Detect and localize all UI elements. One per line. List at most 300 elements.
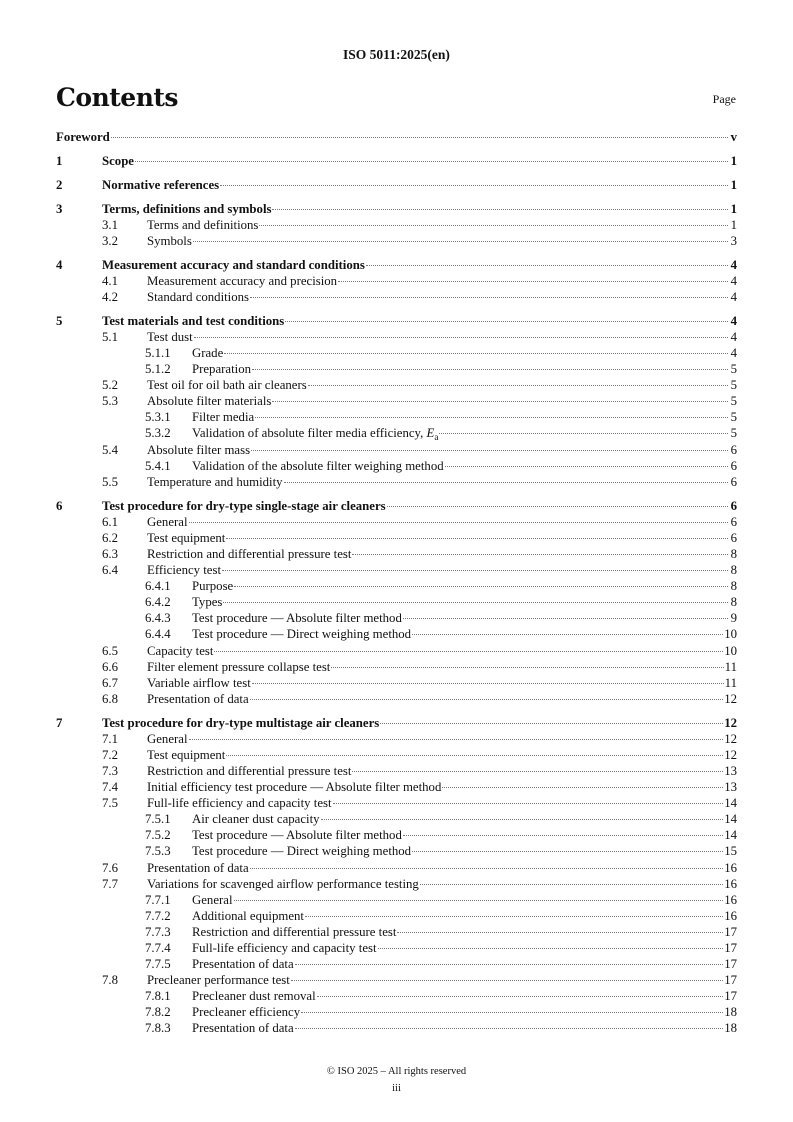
dot-leader: [305, 916, 723, 917]
dot-leader: [255, 417, 728, 418]
toc-entry-title-text: Precleaner dust removal: [192, 989, 316, 1004]
toc-entry[interactable]: [56, 313, 737, 329]
toc-entry-page[interactable]: 4: [730, 289, 737, 304]
toc-entry-page[interactable]: v: [730, 130, 737, 144]
toc-entry-page[interactable]: 6: [730, 498, 737, 513]
toc-entry-title[interactable]: [147, 779, 441, 795]
toc-entry-number: 4.2: [102, 289, 118, 304]
toc-entry-page[interactable]: 5: [730, 394, 737, 409]
toc-entry-number: 5.2: [102, 378, 118, 393]
toc-entry-page[interactable]: 3: [730, 233, 737, 248]
toc-entry[interactable]: [56, 361, 737, 377]
toc-entry-page[interactable]: 5: [730, 410, 737, 425]
toc-entry-title-text: Variable airflow test: [147, 675, 251, 690]
toc-entry[interactable]: [56, 458, 737, 474]
toc-entry-title[interactable]: [147, 747, 225, 763]
toc-entry-number: 6.1: [102, 514, 118, 529]
toc-entry-title-text: Restriction and differential pressure test: [192, 924, 397, 939]
dot-leader: [317, 996, 724, 997]
toc-entry-title-text: Variations for scavenged airflow performance testing: [147, 876, 419, 891]
toc-entry[interactable]: [56, 329, 737, 345]
toc-entry-title[interactable]: [147, 691, 249, 707]
toc-entry-title[interactable]: [192, 626, 411, 642]
toc-entry[interactable]: [56, 763, 737, 779]
toc-entry-title-text: Validation of absolute filter media efficiency,: [192, 426, 427, 441]
toc-entry-number: 7.7.1: [145, 892, 171, 907]
toc-entry-number: 3: [56, 201, 63, 216]
toc-entry[interactable]: [56, 715, 737, 731]
toc-entry-page[interactable]: 8: [730, 563, 737, 578]
toc-entry-title-text: Absolute filter mass: [147, 442, 251, 457]
toc-entry-number: 1: [56, 153, 63, 168]
toc-entry-title-text: Test procedure — Absolute filter method: [192, 828, 402, 843]
toc-entry-title[interactable]: [102, 257, 365, 273]
toc-entry-number: 6: [56, 498, 63, 513]
toc-entry[interactable]: [56, 626, 737, 642]
toc-entry[interactable]: [56, 530, 737, 546]
toc-entry-title-text: Filter media: [192, 410, 255, 425]
dot-leader: [251, 450, 728, 451]
dot-leader: [226, 538, 728, 539]
toc-entry[interactable]: [56, 940, 737, 956]
toc-entry-title[interactable]: [192, 908, 304, 924]
toc-entry[interactable]: [56, 892, 737, 908]
toc-entry-title-text: General: [147, 514, 188, 529]
toc-entry[interactable]: [56, 811, 737, 827]
toc-entry-page[interactable]: 13: [724, 780, 737, 795]
toc-entry-title-text: Presentation of data: [192, 957, 294, 972]
toc-entry-page[interactable]: 6: [730, 474, 737, 489]
toc-entry-title[interactable]: [102, 313, 284, 329]
toc-entry-title[interactable]: [102, 498, 386, 514]
dot-leader: [252, 683, 724, 684]
toc-entry[interactable]: [56, 876, 737, 892]
toc-entry[interactable]: [56, 498, 737, 514]
toc-entry-title[interactable]: [102, 715, 379, 731]
toc-entry-title[interactable]: [147, 377, 307, 393]
toc-entry-number: 7.5: [102, 796, 118, 811]
toc-entry-page[interactable]: 12: [724, 731, 737, 746]
toc-entry-title[interactable]: [147, 876, 419, 892]
toc-entry-title-text: Test procedure for dry-type single-stage air cleaners: [102, 498, 386, 513]
toc-entry-title-text: Restriction and differential pressure test: [147, 763, 352, 778]
toc-entry-title-text: Terms and definitions: [147, 217, 259, 232]
toc-entry[interactable]: [56, 779, 737, 795]
dot-leader: [403, 618, 728, 619]
toc-entry[interactable]: [56, 1004, 737, 1020]
toc-entry-title[interactable]: [102, 177, 219, 193]
toc-entry-title-text: Standard conditions: [147, 289, 250, 304]
dot-leader: [331, 667, 723, 668]
toc-entry[interactable]: [56, 289, 737, 305]
toc-entry-number: 7.8.1: [145, 989, 171, 1004]
toc-entry[interactable]: [56, 659, 737, 675]
toc-entry-page[interactable]: 1: [730, 217, 737, 232]
toc-entry-title[interactable]: [147, 675, 251, 691]
dot-leader: [378, 948, 724, 949]
toc-entry-title[interactable]: [147, 442, 250, 458]
toc-entry-page[interactable]: 15: [724, 844, 737, 859]
toc-entry-page[interactable]: 8: [730, 579, 737, 594]
dot-leader: [439, 433, 728, 434]
dot-leader: [387, 506, 728, 507]
dot-leader: [291, 980, 723, 981]
toc-entry[interactable]: [56, 731, 737, 747]
toc-entry-title-text: Full-life efficiency and capacity test: [192, 940, 377, 955]
toc-entry[interactable]: [56, 177, 737, 193]
toc-entry-number: 5: [56, 313, 63, 328]
dot-leader: [380, 723, 723, 724]
toc-entry-title-text: Restriction and differential pressure test: [147, 546, 352, 561]
toc-entry-page[interactable]: 12: [724, 691, 737, 706]
toc-entry-title-text: Additional equipment: [192, 908, 304, 923]
dot-leader: [259, 225, 728, 226]
toc-entry-title-text: General: [192, 892, 233, 907]
toc-entry-title[interactable]: [192, 345, 223, 361]
dot-leader: [445, 466, 728, 467]
toc-entry-number: 7.8.3: [145, 1021, 171, 1036]
dot-leader: [352, 771, 723, 772]
toc-entry-title-text: General: [147, 731, 188, 746]
toc-entry-title[interactable]: [147, 393, 271, 409]
toc-entry-title[interactable]: [147, 795, 332, 811]
dot-leader: [397, 932, 723, 933]
toc-entry[interactable]: [56, 1020, 737, 1036]
dot-leader: [308, 385, 728, 386]
toc-entry-title-text: Measurement accuracy and precision: [147, 273, 338, 288]
toc-entry-page[interactable]: 17: [724, 940, 737, 955]
toc-entry-title[interactable]: [147, 514, 188, 530]
toc-entry-page[interactable]: 10: [724, 627, 737, 642]
toc-entry-number: 3.1: [102, 217, 118, 232]
toc-entry-title-text: Temperature and humidity: [147, 474, 283, 489]
toc-entry-title[interactable]: [192, 827, 402, 843]
toc-entry-page[interactable]: 6: [730, 514, 737, 529]
toc-entry-title-text: Grade: [192, 346, 224, 361]
toc-entry-subscript: a: [434, 432, 439, 443]
toc-entry-title-text: Precleaner efficiency: [192, 1005, 301, 1020]
toc-entry-title[interactable]: [192, 1004, 300, 1020]
toc-entry-title[interactable]: [192, 892, 233, 908]
dot-leader: [252, 369, 728, 370]
toc-entry-number: 3.2: [102, 233, 118, 248]
toc-entry[interactable]: [56, 514, 737, 530]
toc-entry-title[interactable]: [192, 361, 251, 377]
toc-entry[interactable]: [56, 795, 737, 811]
toc-entry[interactable]: [56, 233, 737, 249]
toc-entry[interactable]: [56, 747, 737, 763]
toc-entry-title[interactable]: [192, 843, 411, 859]
toc-entry-title-text: Capacity test: [147, 643, 214, 658]
toc-entry-symbol: E: [426, 426, 435, 441]
toc-entry-title[interactable]: [147, 329, 193, 345]
toc-entry-number: 4: [56, 257, 63, 272]
toc-entry-page[interactable]: 17: [724, 924, 737, 939]
toc-entry-number: 2: [56, 177, 63, 192]
toc-entry-title-text: Foreword: [56, 130, 110, 144]
toc-entry-title[interactable]: [147, 233, 192, 249]
dot-leader: [193, 241, 728, 242]
toc-entry-page[interactable]: 4: [730, 273, 737, 288]
toc-entry-title[interactable]: [192, 409, 254, 425]
toc-entry[interactable]: [56, 956, 737, 972]
toc-entry-title-text: Symbols: [147, 233, 192, 248]
toc-entry-page[interactable]: 4: [730, 329, 737, 344]
dot-leader: [272, 209, 728, 210]
toc-entry-title[interactable]: [147, 546, 351, 562]
toc-entry-page[interactable]: 14: [724, 812, 737, 827]
toc-entry-title-text: Test procedure for dry-type multistage air cleaners: [102, 715, 380, 730]
toc-entry[interactable]: [56, 153, 737, 169]
toc-entry-page[interactable]: 16: [724, 860, 737, 875]
dot-leader: [250, 699, 724, 700]
toc-entry-title[interactable]: [147, 731, 188, 747]
page-number: iii: [392, 1083, 401, 1094]
toc-entry-title-text: Full-life efficiency and capacity test: [147, 796, 332, 811]
page-column-label: Page: [712, 92, 736, 106]
toc-entry-page[interactable]: 11: [724, 659, 737, 674]
toc-entry-page[interactable]: 5: [730, 426, 737, 441]
toc-entry-title[interactable]: [192, 458, 444, 474]
dot-leader: [412, 634, 723, 635]
toc-entry-number: 6.2: [102, 530, 118, 545]
dot-leader: [284, 482, 728, 483]
toc-entry-page[interactable]: 4: [730, 346, 737, 361]
toc-entry-page[interactable]: 17: [724, 989, 737, 1004]
dot-leader: [321, 819, 724, 820]
toc-entry-title[interactable]: [192, 1020, 294, 1036]
dot-leader: [366, 265, 728, 266]
table-of-contents: [56, 129, 737, 1037]
toc-entry-title[interactable]: [147, 860, 249, 876]
toc-entry-title-text: Test dust: [147, 329, 193, 344]
toc-entry-page[interactable]: 12: [724, 747, 737, 762]
toc-entry[interactable]: [56, 827, 737, 843]
toc-entry-number: 7.4: [102, 780, 118, 795]
contents-heading: Contents: [56, 83, 179, 112]
toc-entry[interactable]: [56, 377, 737, 393]
toc-entry-page[interactable]: 1: [730, 201, 737, 216]
dot-leader: [189, 739, 724, 740]
toc-entry-number: 6.5: [102, 643, 118, 658]
toc-entry-number: 7: [56, 715, 63, 730]
toc-entry-title-text: Test materials and test conditions: [102, 313, 285, 328]
toc-entry-number: 7.2: [102, 747, 118, 762]
toc-entry-title-text: Presentation of data: [192, 1021, 294, 1036]
dot-leader: [189, 522, 729, 523]
dot-leader: [135, 161, 728, 162]
toc-entry[interactable]: [56, 860, 737, 876]
toc-entry[interactable]: [56, 273, 737, 289]
toc-entry[interactable]: [56, 129, 737, 145]
toc-entry-title[interactable]: [147, 217, 258, 233]
toc-entry-title[interactable]: [147, 763, 351, 779]
toc-entry-page[interactable]: 9: [730, 611, 737, 626]
dot-leader: [250, 868, 724, 869]
toc-entry[interactable]: [56, 562, 737, 578]
toc-entry-number: 5.3.2: [145, 426, 171, 441]
dot-leader: [226, 755, 723, 756]
toc-entry-page[interactable]: 6: [730, 442, 737, 457]
toc-entry-title-text: Purpose: [192, 579, 234, 594]
copyright-footer: © ISO 2025 – All rights reserved: [326, 1066, 467, 1077]
toc-entry-number: 5.4.1: [145, 458, 171, 473]
dot-leader: [403, 835, 723, 836]
toc-entry-page[interactable]: 18: [724, 1005, 737, 1020]
toc-entry[interactable]: [56, 594, 737, 610]
toc-entry-number: 7.3: [102, 763, 118, 778]
toc-entry-number: 5.4: [102, 442, 118, 457]
toc-entry-number: 5.1.1: [145, 346, 171, 361]
document-header: ISO 5011:2025(en): [343, 47, 450, 62]
dot-leader: [220, 185, 728, 186]
toc-entry[interactable]: [56, 578, 737, 594]
toc-entry-number: 6.4.2: [145, 595, 171, 610]
toc-entry-title[interactable]: [147, 659, 330, 675]
dot-leader: [224, 353, 728, 354]
dot-leader: [338, 281, 728, 282]
toc-entry-number: 5.1: [102, 329, 118, 344]
toc-entry-title[interactable]: [192, 956, 294, 972]
toc-entry-title[interactable]: [192, 811, 320, 827]
toc-entry[interactable]: [56, 425, 737, 441]
toc-entry-page[interactable]: 10: [724, 643, 737, 658]
toc-entry-title[interactable]: [147, 474, 283, 490]
toc-entry-title[interactable]: [192, 988, 316, 1004]
toc-entry-number: 7.8: [102, 973, 118, 988]
toc-entry-number: 6.8: [102, 691, 118, 706]
dot-leader: [111, 137, 728, 138]
toc-entry-number: 6.6: [102, 659, 118, 674]
toc-entry-title[interactable]: [147, 972, 290, 988]
toc-entry-page[interactable]: 4: [730, 313, 737, 328]
toc-entry-page[interactable]: 1: [730, 153, 737, 168]
toc-entry[interactable]: [56, 908, 737, 924]
toc-entry-title-text: Types: [192, 595, 223, 610]
toc-entry[interactable]: [56, 691, 737, 707]
toc-entry-title[interactable]: [192, 578, 233, 594]
toc-entry-page[interactable]: 4: [730, 257, 737, 272]
toc-entry-title-text: Filter element pressure collapse test: [147, 659, 331, 674]
toc-entry-title-text: Efficiency test: [147, 563, 222, 578]
toc-entry[interactable]: [56, 345, 737, 361]
dot-leader: [250, 297, 728, 298]
toc-entry-number: 7.5.3: [145, 844, 171, 859]
toc-entry-title-text: Test equipment: [147, 747, 226, 762]
toc-entry-page[interactable]: 14: [724, 828, 737, 843]
toc-entry[interactable]: [56, 843, 737, 859]
toc-entry-title-text: Preparation: [192, 362, 251, 377]
toc-entry-title-text: Presentation of data: [147, 691, 249, 706]
toc-entry-title[interactable]: [147, 643, 213, 659]
dot-leader: [295, 1028, 724, 1029]
toc-entry-number: 6.7: [102, 675, 118, 690]
dot-leader: [301, 1012, 723, 1013]
toc-entry[interactable]: [56, 217, 737, 233]
toc-entry-page[interactable]: 17: [724, 973, 737, 988]
toc-entry-number: 4.1: [102, 273, 118, 288]
toc-entry-page[interactable]: 6: [730, 530, 737, 545]
toc-entry-page[interactable]: 16: [724, 892, 737, 907]
dot-leader: [234, 586, 728, 587]
toc-entry[interactable]: [56, 201, 737, 217]
toc-entry-title-text: Presentation of data: [147, 860, 249, 875]
toc-entry[interactable]: [56, 409, 737, 425]
toc-entry-page[interactable]: 6: [730, 458, 737, 473]
toc-entry-title[interactable]: [192, 594, 222, 610]
toc-entry-title[interactable]: [102, 153, 134, 169]
toc-entry-title[interactable]: [56, 129, 110, 145]
toc-entry[interactable]: [56, 610, 737, 626]
toc-entry-number: 7.5.1: [145, 812, 171, 827]
dot-leader: [285, 321, 728, 322]
toc-entry-number: 7.7.3: [145, 924, 171, 939]
toc-entry-page[interactable]: 1: [730, 177, 737, 192]
toc-entry-page[interactable]: 17: [724, 957, 737, 972]
toc-entry-page[interactable]: 12: [724, 715, 737, 730]
toc-entry-page[interactable]: 14: [724, 796, 737, 811]
toc-entry[interactable]: [56, 546, 737, 562]
toc-entry-number: 6.3: [102, 546, 118, 561]
toc-entry[interactable]: [56, 988, 737, 1004]
toc-entry-number: 7.7.5: [145, 957, 171, 972]
toc-entry-title[interactable]: [147, 289, 249, 305]
toc-entry-title-text: Validation of the absolute filter weighing method: [192, 458, 444, 473]
toc-entry-number: 7.1: [102, 731, 118, 746]
toc-entry-title-text: Precleaner performance test: [147, 973, 290, 988]
toc-entry-page[interactable]: 13: [724, 763, 737, 778]
dot-leader: [222, 570, 728, 571]
toc-entry-number: 7.8.2: [145, 1005, 171, 1020]
toc-entry-title[interactable]: [192, 610, 402, 626]
toc-entry[interactable]: [56, 474, 737, 490]
toc-entry-number: 5.3: [102, 394, 118, 409]
toc-entry-title[interactable]: [192, 924, 396, 940]
toc-entry-page[interactable]: 8: [730, 595, 737, 610]
toc-entry-title-text: Scope: [102, 153, 134, 168]
toc-entry-page[interactable]: 5: [730, 378, 737, 393]
toc-entry-page[interactable]: 18: [724, 1021, 737, 1036]
dot-leader: [295, 964, 724, 965]
toc-entry-title[interactable]: [147, 273, 337, 289]
toc-entry-title[interactable]: [147, 562, 221, 578]
toc-entry[interactable]: [56, 675, 737, 691]
toc-entry-page[interactable]: 16: [724, 908, 737, 923]
toc-entry-page[interactable]: 5: [730, 362, 737, 377]
dot-leader: [442, 787, 723, 788]
toc-entry-title-text: Test oil for oil bath air cleaners: [147, 378, 307, 393]
toc-entry[interactable]: [56, 972, 737, 988]
toc-entry[interactable]: [56, 393, 737, 409]
toc-entry-page[interactable]: 11: [724, 675, 737, 690]
toc-entry[interactable]: [56, 257, 737, 273]
toc-entry-title-text: Absolute filter materials: [147, 394, 272, 409]
dot-leader: [214, 651, 723, 652]
toc-entry-number: 7.7.4: [145, 940, 171, 955]
toc-entry[interactable]: [56, 643, 737, 659]
dot-leader: [234, 900, 724, 901]
toc-entry-title[interactable]: [192, 940, 377, 956]
toc-entry-number: 5.5: [102, 474, 118, 489]
toc-entry-title-text: Test procedure — Absolute filter method: [192, 611, 402, 626]
dot-leader: [194, 337, 728, 338]
toc-entry-page[interactable]: 16: [724, 876, 737, 891]
toc-entry-page[interactable]: 8: [730, 546, 737, 561]
toc-entry[interactable]: [56, 924, 737, 940]
toc-entry-title[interactable]: [147, 530, 225, 546]
toc-entry-title-text: Test procedure — Direct weighing method: [192, 844, 412, 859]
toc-entry-title[interactable]: [102, 201, 271, 217]
